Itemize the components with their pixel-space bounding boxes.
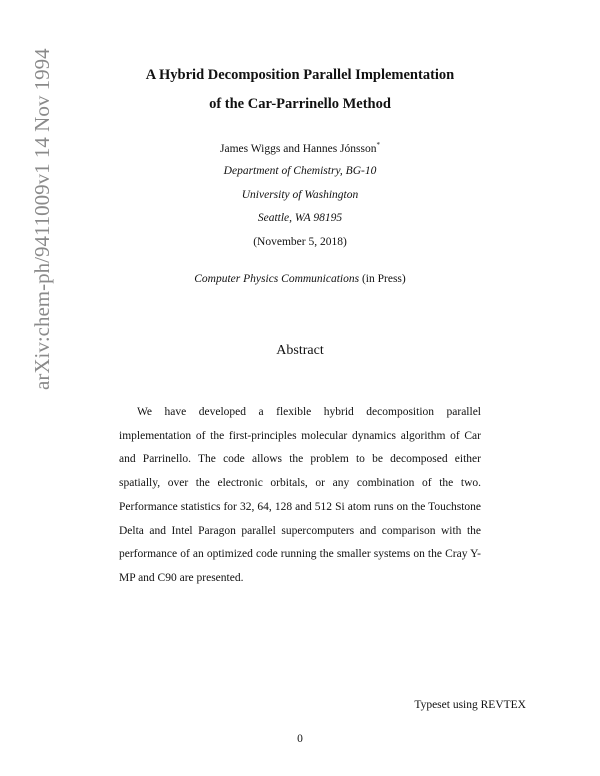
author-names: James Wiggs and Hannes Jónsson — [220, 142, 377, 155]
abstract-heading: Abstract — [276, 343, 324, 358]
arxiv-identifier: arXiv:chem-ph/9411009v1 14 Nov 1994 — [30, 48, 54, 390]
paper-date: (November 5, 2018) — [253, 236, 347, 248]
authors — [0, 141, 600, 155]
affiliation-university: University of Washington — [241, 189, 359, 201]
typeset-note: Typeset using REVTEX — [414, 699, 526, 711]
affiliation-department: Department of Chemistry, BG-10 — [223, 165, 377, 177]
journal-name: Computer Physics Communications — [194, 273, 360, 285]
page-number: 0 — [297, 733, 303, 745]
paper-title-line-2: of the Car-Parrinello Method — [209, 96, 391, 112]
journal-line — [0, 273, 600, 285]
paper-title-line-1: A Hybrid Decomposition Parallel Implementation — [145, 67, 455, 83]
author-footnote-marker: * — [376, 141, 380, 149]
affiliation-city: Seattle, WA 98195 — [257, 212, 343, 224]
abstract-text: We have developed a flexible hybrid decomposition parallel implementation of the first-principles molecular dynamics algorithm of Car and Parrinello. The code allows the problem to be decomposed either spatially, over the electronic orbitals, or any combination of the two. Performance statistics for 32, 64, 128 and 512 Si atom runs on the Touchstone Delta and Intel Paragon parallel supercomputers and comparison with the performance of an optimized code running the smaller systems on the Cray Y-MP and C90 are presented. — [119, 406, 481, 584]
journal-status: (in Press) — [359, 273, 406, 285]
